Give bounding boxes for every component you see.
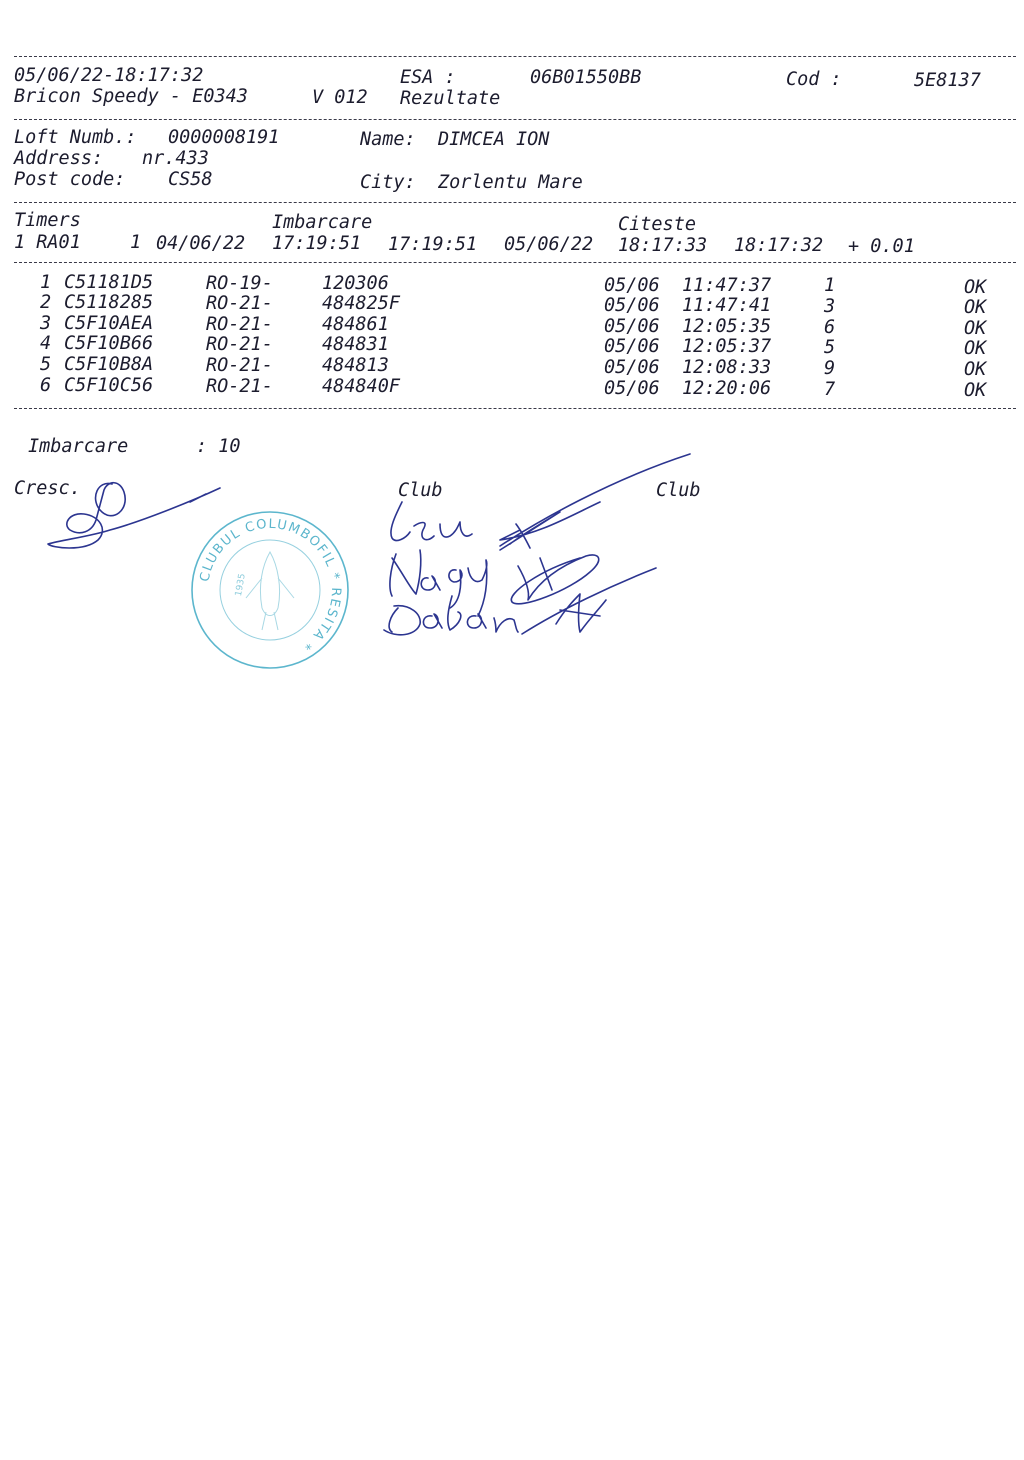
loft-label: Loft Numb.:	[14, 127, 137, 148]
rule-results	[14, 408, 1016, 409]
signature-leu	[391, 502, 472, 540]
ring-prefix: RO-21-	[206, 314, 273, 335]
arrival-date: 05/06	[604, 316, 660, 337]
cod-label: Cod :	[786, 69, 842, 90]
address-label: Address:	[14, 148, 104, 169]
ring-prefix: RO-21-	[206, 334, 273, 355]
ring-number: 484813	[322, 355, 389, 376]
citeste-time-2: 18:17:32	[734, 235, 824, 256]
postcode-value: CS58	[168, 169, 213, 190]
rule-top	[14, 56, 1016, 57]
rule-timers	[14, 262, 1016, 263]
arrival-time: 12:05:35	[682, 316, 772, 337]
citeste-label: Citeste	[618, 214, 696, 235]
report-type: Rezultate	[400, 88, 501, 109]
esa-label: ESA :	[400, 67, 456, 88]
arrival-date: 05/06	[604, 357, 660, 378]
citeste-time-1: 18:17:33	[618, 235, 708, 256]
imbarcare-label: Imbarcare	[272, 212, 373, 233]
club-stamp	[188, 508, 352, 672]
ring-prefix: RO-21-	[206, 376, 273, 397]
chip-id: C5F10AEA	[64, 313, 154, 334]
arrival-date: 05/06	[604, 295, 660, 316]
imbarcare-time-1: 17:19:51	[272, 233, 362, 254]
address-value: nr.433	[142, 148, 209, 169]
firmware-version: V 012	[312, 87, 368, 108]
imbarcare-date: 04/06/22	[156, 233, 246, 254]
device-name: Bricon Speedy - E0343	[14, 86, 248, 107]
club-signature-1	[500, 454, 690, 550]
status-ok: OK	[964, 380, 987, 401]
status-ok: OK	[964, 359, 987, 380]
arrival-time: 12:08:33	[682, 357, 772, 378]
row-index: 4	[40, 333, 52, 354]
chip-id: C5F10B8A	[64, 354, 154, 375]
chip-id: C51181D5	[64, 272, 154, 293]
fancier-name: DIMCEA ION	[438, 129, 550, 150]
timers-label: Timers	[14, 210, 81, 231]
status-ok: OK	[964, 297, 987, 318]
rule-header	[14, 119, 1016, 120]
cresc-label: Cresc.	[14, 478, 81, 499]
chip-id: C5118285	[64, 292, 154, 313]
name-label: Name:	[360, 129, 416, 150]
club-label-2: Club	[656, 480, 701, 501]
arrival-date: 05/06	[604, 275, 660, 296]
citeste-date: 05/06/22	[504, 234, 594, 255]
ring-prefix: RO-21-	[206, 293, 273, 314]
chip-id: C5F10B66	[64, 333, 154, 354]
ring-number: 484861	[322, 314, 389, 335]
arrival-place: 5	[824, 337, 836, 358]
arrival-time: 12:05:37	[682, 336, 772, 357]
loft-number: 0000008191	[168, 127, 280, 148]
arrival-place: 7	[824, 379, 836, 400]
ring-number: 120306	[322, 273, 389, 294]
club-signature-2	[511, 555, 598, 604]
imbarcare-count-label: Imbarcare	[28, 436, 129, 457]
esa-value: 06B01550BB	[530, 67, 642, 88]
svg-text:CLUBUL COLUMBOFIL * RESITA *: CLUBUL COLUMBOFIL * RESITA *	[197, 516, 344, 654]
ring-number: 484840F	[322, 376, 400, 397]
ring-prefix: RO-19-	[206, 273, 273, 294]
timer-number: 1	[130, 232, 142, 253]
timer-id: 1 RA01	[14, 232, 81, 253]
arrival-date: 05/06	[604, 378, 660, 399]
clock-deviation: + 0.01	[848, 236, 915, 257]
row-index: 5	[40, 354, 52, 375]
ring-number: 484831	[322, 334, 389, 355]
imbarcare-count-value: : 10	[196, 436, 241, 457]
postcode-label: Post code:	[14, 169, 126, 190]
row-index: 2	[40, 292, 52, 313]
arrival-date: 05/06	[604, 336, 660, 357]
row-index: 1	[40, 272, 52, 293]
status-ok: OK	[964, 277, 987, 298]
arrival-time: 11:47:37	[682, 275, 772, 296]
club-label-1: Club	[398, 480, 443, 501]
report-datetime: 05/06/22-18:17:32	[14, 65, 204, 86]
city-value: Zorlentu Mare	[438, 172, 583, 193]
arrival-place: 9	[824, 358, 836, 379]
ring-prefix: RO-21-	[206, 355, 273, 376]
rule-loft	[14, 202, 1016, 203]
imbarcare-time-2: 17:19:51	[388, 234, 478, 255]
chip-id: C5F10C56	[64, 375, 154, 396]
arrival-place: 1	[824, 275, 836, 296]
signature-daban	[384, 596, 518, 635]
city-label: City:	[360, 172, 416, 193]
ring-number: 484825F	[322, 293, 400, 314]
row-index: 6	[40, 375, 52, 396]
arrival-time: 11:47:41	[682, 295, 772, 316]
status-ok: OK	[964, 318, 987, 339]
arrival-place: 3	[824, 296, 836, 317]
cod-value: 5E8137	[914, 70, 981, 91]
arrival-time: 12:20:06	[682, 378, 772, 399]
status-ok: OK	[964, 338, 987, 359]
signatures	[0, 436, 760, 680]
svg-text:1935: 1935	[234, 572, 248, 598]
row-index: 3	[40, 313, 52, 334]
club-signature-3	[522, 568, 656, 634]
arrival-place: 6	[824, 317, 836, 338]
